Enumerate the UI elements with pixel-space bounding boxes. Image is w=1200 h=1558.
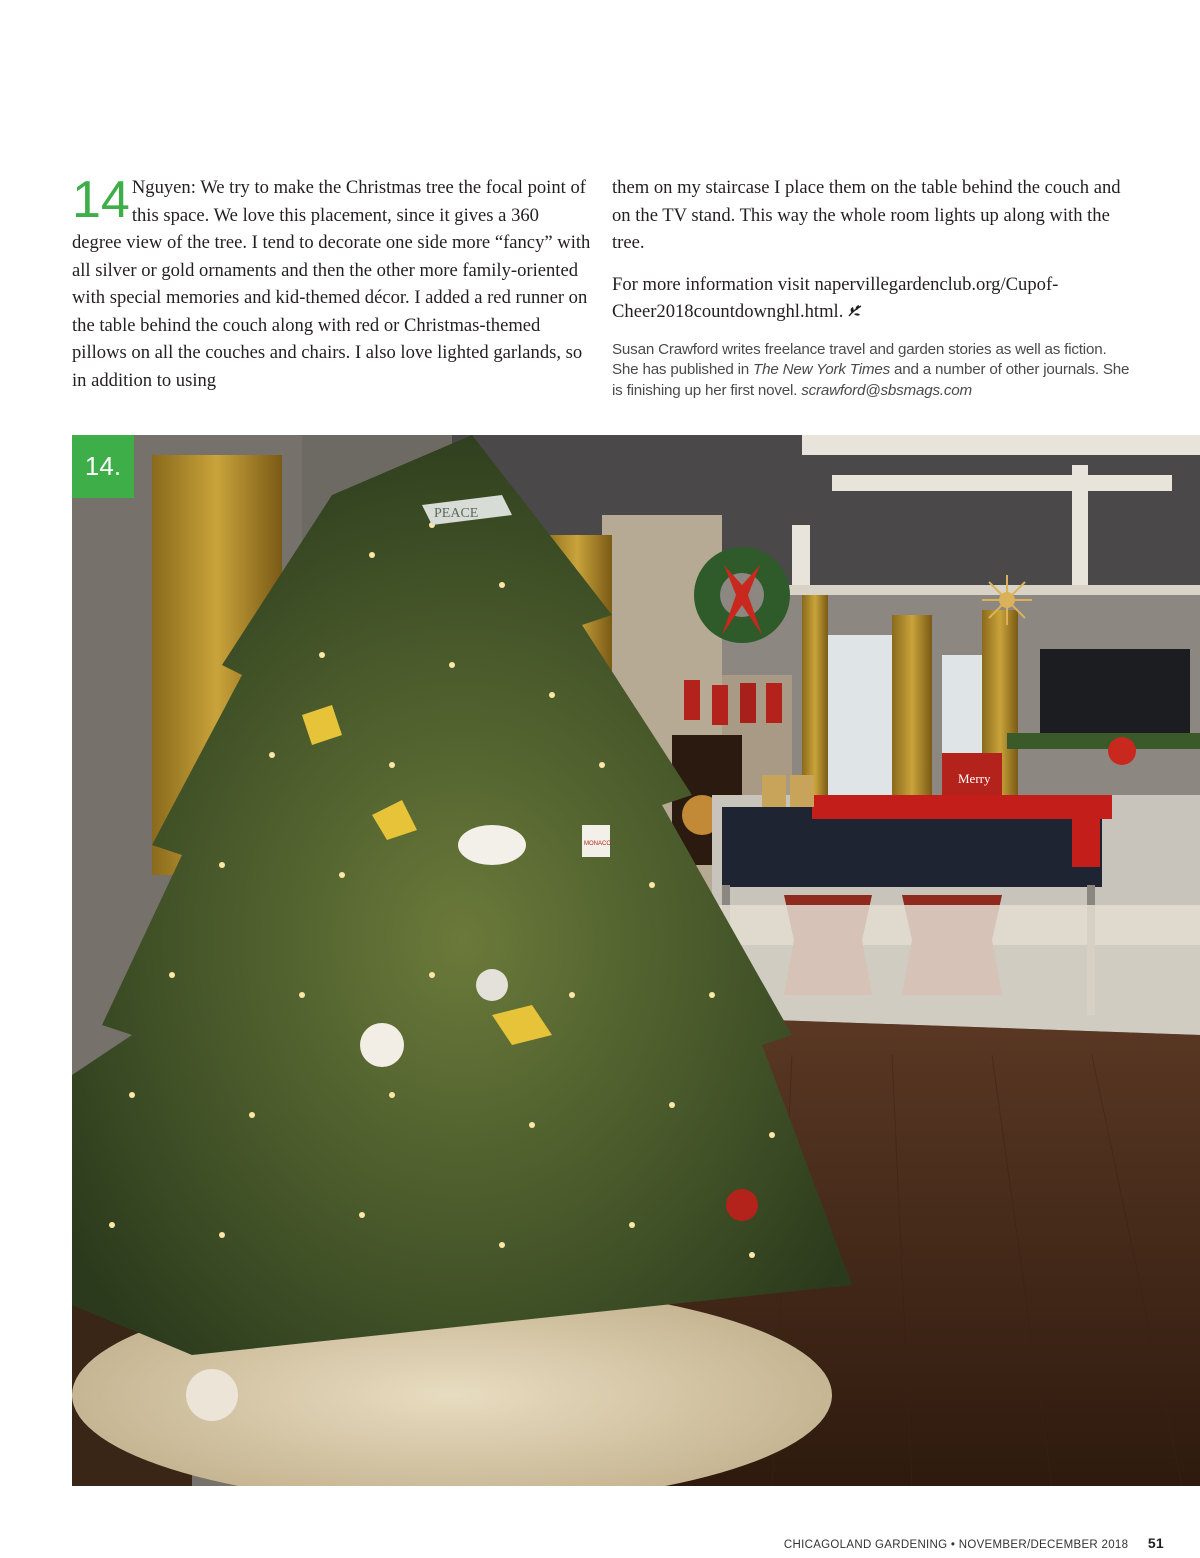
bio-publication: The New York Times (753, 361, 890, 378)
footer-publication: CHICAGOLAND GARDENING (783, 1539, 948, 1551)
photo-number-badge: 14. (72, 435, 134, 498)
merry-pillow-text: Merry (958, 771, 991, 786)
christmas-tree-photo (72, 435, 1200, 1486)
article-right-column (612, 174, 1132, 401)
more-info-paragraph (612, 271, 1132, 326)
page-footer (784, 1535, 1164, 1551)
page-number: 51 (1147, 1535, 1164, 1551)
article-left-column (72, 171, 592, 394)
more-info-text: For more information visit napervillegardenclub.org/Cupof-Cheer2018countdownghl.html. (612, 273, 1059, 322)
item-number-dropcap: 14 (72, 171, 130, 229)
peace-ornament-text: PEACE (434, 506, 479, 521)
lead-text: Nguyen: We try to make the Christmas tree the focal point of this space. We love this placement, since it gives a 360 degree view of the tree. I tend to decorate one side more “fancy” with all silver or gold ornaments and then the other more family-oriented with special memories and kid-themed décor. I added a red runner on the table behind the couch along with red or Christmas-themed pillows on all the couches and chairs. I also love lighted garlands, so in addition to using (72, 177, 591, 391)
article-paragraph-lead (72, 171, 592, 394)
footer-separator: • (950, 1539, 956, 1551)
footer-issue: NOVEMBER/DECEMBER 2018 (958, 1539, 1129, 1551)
monaco-ornament-text: MONACO (584, 841, 611, 847)
article-paragraph-continued: them on my staircase I place them on the table behind the couch and on the TV stand. This way the whole room lights up along with the tree. (612, 177, 1121, 253)
photo-illustration (72, 435, 1200, 1486)
author-bio (612, 340, 1132, 402)
bio-email: scrawford@sbsmags.com (801, 381, 972, 399)
leaf-end-mark-icon (847, 304, 863, 318)
bio-text-2: and a number of other journals. She is finishing up her first novel. (612, 361, 1130, 399)
bio-text-1: Susan Crawford writes freelance travel and garden stories as well as fiction. She has published in (612, 340, 1107, 378)
